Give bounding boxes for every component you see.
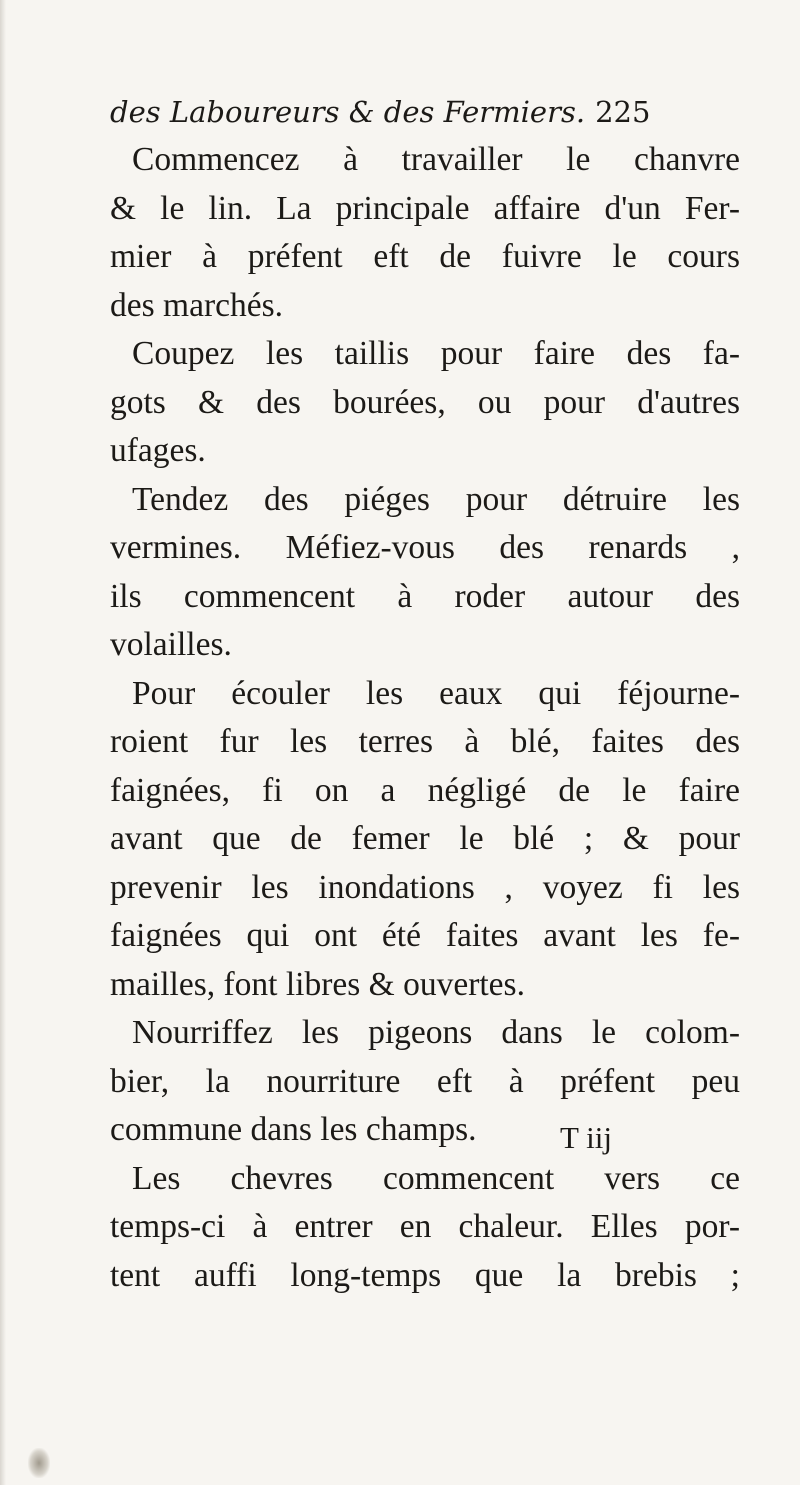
text-line: roient fur les terres à blé, faites des xyxy=(110,723,740,760)
text-line: Commencez à travailler le chanvre xyxy=(132,141,740,178)
text-line: gots & des bourées, ou pour d'autres xyxy=(110,383,740,421)
text-line: mailles, font libres & ouvertes. xyxy=(110,965,525,1003)
text-line: vermines. Méfiez-vous des renards , xyxy=(110,529,740,566)
paragraph-hemp xyxy=(110,136,740,330)
text-line: temps-ci à entrer en chaleur. Elles por- xyxy=(110,1208,740,1245)
paragraph-goats xyxy=(110,1155,740,1301)
signature-mark: T iij xyxy=(560,1120,612,1155)
text-line: avant que de femer le blé ; & pour xyxy=(110,820,740,857)
running-head xyxy=(110,92,740,132)
text-line: ils commencent à roder autour des xyxy=(110,577,740,615)
text-line: Tendez des piéges pour détruire les xyxy=(132,480,740,518)
text-line: Nourriffez les pigeons dans le colom- xyxy=(132,1014,740,1051)
ink-smudge xyxy=(28,1448,50,1478)
text-line: Pour écouler les eaux qui féjourne- xyxy=(132,674,740,712)
text-line: faignées, fi on a négligé de le faire xyxy=(110,771,740,809)
text-line: mier à préfent eft de fuivre le cours xyxy=(110,238,740,275)
text-line: tent auffi long-temps que la brebis ; xyxy=(110,1256,740,1294)
text-line: prevenir les inondations , voyez fi les xyxy=(110,868,740,906)
paragraph-drainage xyxy=(110,670,740,1010)
paragraph-traps xyxy=(110,476,740,670)
text-line: des marchés. xyxy=(110,286,284,324)
text-line: & le lin. La principale affaire d'un Fer- xyxy=(110,189,740,227)
text-line: Coupez les taillis pour faire des fa- xyxy=(132,335,740,372)
page-gutter-shadow xyxy=(0,0,6,1485)
text-line: faignées qui ont été faites avant les fe- xyxy=(110,917,740,954)
running-title: des Laboureurs & des Fermiers. xyxy=(110,95,586,129)
page-number: 225 xyxy=(595,95,651,129)
text-line: ufages. xyxy=(110,432,206,469)
text-line: Les chevres commencent vers ce xyxy=(132,1159,740,1197)
text-line: volailles. xyxy=(110,626,232,663)
text-line: bier, la nourriture eft à préfent peu xyxy=(110,1062,740,1100)
paragraph-coppice xyxy=(110,330,740,476)
text-line: commune dans les champs. xyxy=(110,1111,477,1148)
